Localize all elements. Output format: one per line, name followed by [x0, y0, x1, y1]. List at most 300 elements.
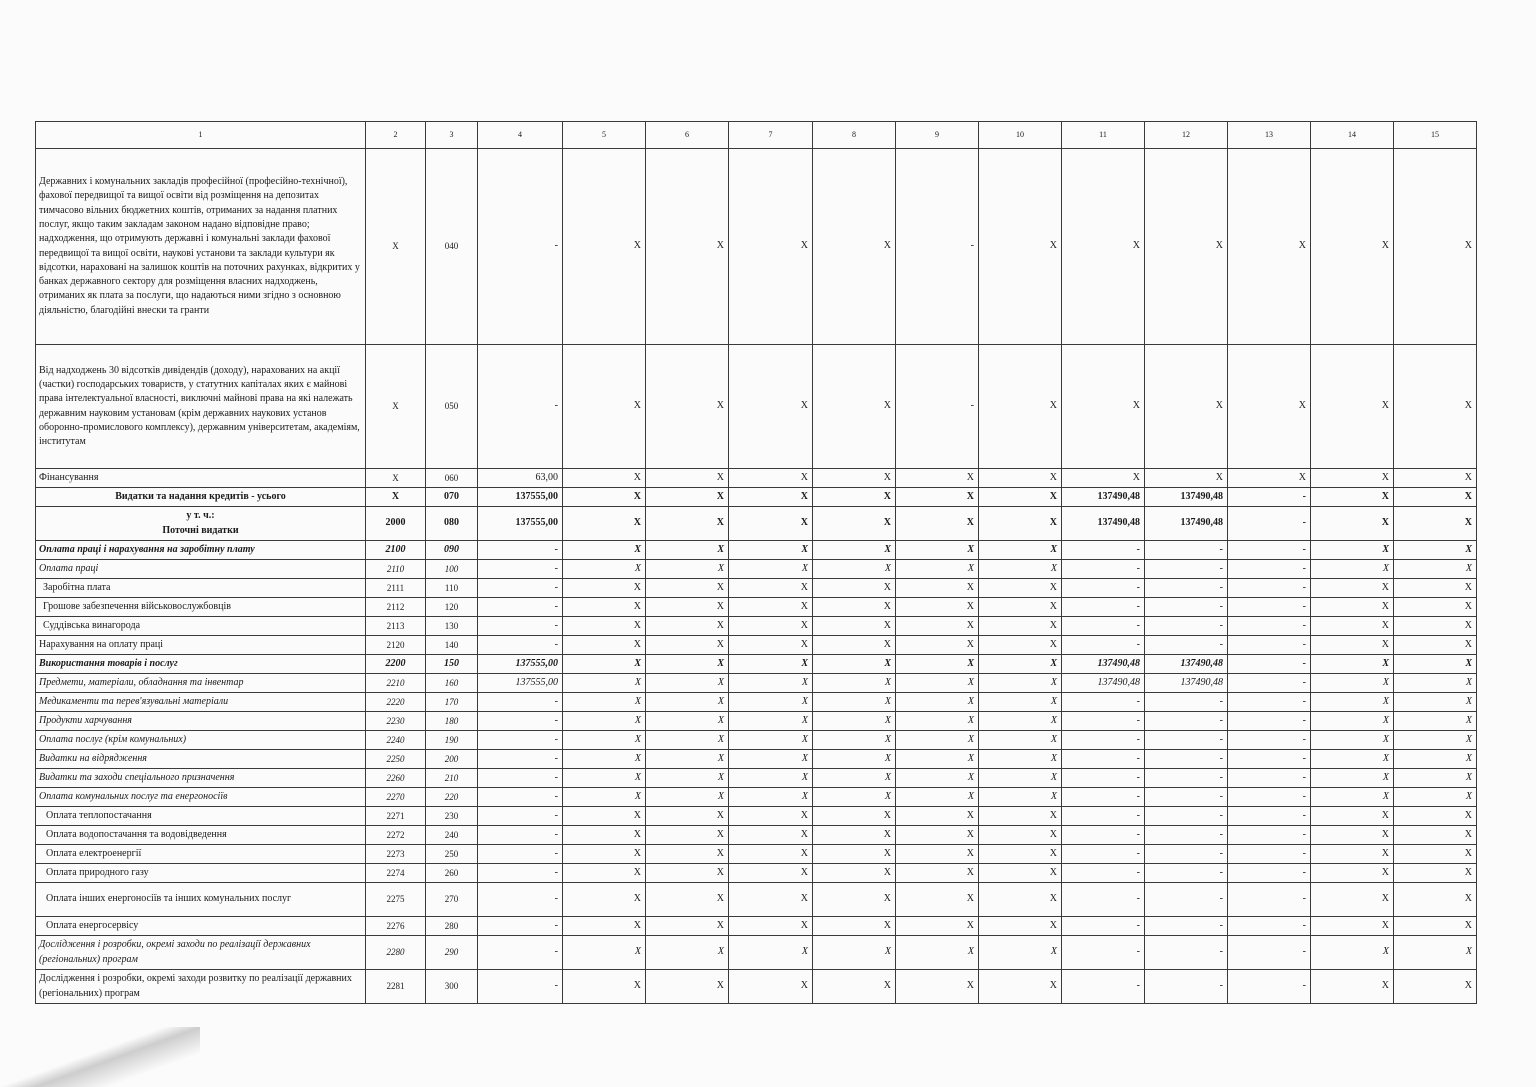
cell-col-12: - — [1145, 617, 1228, 636]
cell-col-7: X — [729, 826, 813, 845]
cell-col-13: - — [1228, 936, 1311, 970]
cell-col-9: X — [896, 750, 979, 769]
cell-col-15: X — [1394, 712, 1477, 731]
cell-col-8: X — [813, 788, 896, 807]
cell-col-5: X — [563, 617, 646, 636]
cell-col-4: - — [478, 845, 563, 864]
cell-col-4: - — [478, 560, 563, 579]
cell-col-7: X — [729, 345, 813, 469]
table-row — [36, 345, 1477, 469]
cell-col-9: X — [896, 507, 979, 541]
cell-col-15: X — [1394, 917, 1477, 936]
cell-col-11: - — [1062, 731, 1145, 750]
cell-col-15: X — [1394, 674, 1477, 693]
cell-col-8: X — [813, 636, 896, 655]
cell-col-10: X — [979, 674, 1062, 693]
cell-col-11: - — [1062, 598, 1145, 617]
cell-col-4: - — [478, 917, 563, 936]
cell-col-2: 2280 — [366, 936, 426, 970]
cell-col-4: - — [478, 636, 563, 655]
cell-col-10: X — [979, 750, 1062, 769]
cell-col-15: X — [1394, 488, 1477, 507]
cell-col-6: X — [646, 560, 729, 579]
cell-col-13: - — [1228, 731, 1311, 750]
cell-col-15: X — [1394, 469, 1477, 488]
column-header-11: 11 — [1062, 122, 1145, 149]
cell-col-15: X — [1394, 598, 1477, 617]
cell-col-14: X — [1311, 488, 1394, 507]
cell-col-5: X — [563, 826, 646, 845]
cell-col-3: 280 — [426, 917, 478, 936]
row-label: Заробітна плата — [36, 579, 366, 598]
cell-col-4: 137555,00 — [478, 655, 563, 674]
cell-col-11: - — [1062, 864, 1145, 883]
cell-col-11: 137490,48 — [1062, 655, 1145, 674]
cell-col-11: - — [1062, 636, 1145, 655]
cell-col-9: X — [896, 826, 979, 845]
cell-col-12: - — [1145, 560, 1228, 579]
cell-col-12: - — [1145, 917, 1228, 936]
cell-col-15: X — [1394, 541, 1477, 560]
row-label: Оплата послуг (крім комунальних) — [36, 731, 366, 750]
cell-col-7: X — [729, 560, 813, 579]
cell-col-6: X — [646, 864, 729, 883]
cell-col-7: X — [729, 655, 813, 674]
cell-col-5: X — [563, 149, 646, 345]
cell-col-5: X — [563, 693, 646, 712]
cell-col-4: - — [478, 826, 563, 845]
cell-col-11: - — [1062, 883, 1145, 917]
cell-col-9: X — [896, 655, 979, 674]
cell-col-2: 2275 — [366, 883, 426, 917]
budget-report-sheet — [35, 121, 1476, 1004]
cell-col-3: 260 — [426, 864, 478, 883]
cell-col-15: X — [1394, 750, 1477, 769]
row-label: Видатки та заходи спеціального призначення — [36, 769, 366, 788]
cell-col-3: 090 — [426, 541, 478, 560]
cell-col-7: X — [729, 579, 813, 598]
cell-col-6: X — [646, 788, 729, 807]
cell-col-9: X — [896, 936, 979, 970]
cell-col-6: X — [646, 712, 729, 731]
cell-col-6: X — [646, 917, 729, 936]
cell-col-6: X — [646, 769, 729, 788]
cell-col-5: X — [563, 936, 646, 970]
cell-col-14: X — [1311, 936, 1394, 970]
column-header-5: 5 — [563, 122, 646, 149]
cell-col-9: X — [896, 488, 979, 507]
cell-col-15: X — [1394, 731, 1477, 750]
cell-col-12: - — [1145, 750, 1228, 769]
row-label: Державних і комунальних закладів професійної (професійно-технічної), фахової передвищої та вищої освіти від розміщення на депозитах тимчасово вільних бюджетних коштів, отриманих за надання платних послуг, якщо таким закладам законом надано відповідне право; надходження, що отримують державні і комунальні заклади фахової передвищої та вищої освіти, наукові установи та заклади культури як відсотки, нараховані на залишок коштів на поточних рахунках, відкритих у банках державного сектору для розміщення власних надходжень, отриманих як плата за послуги, що надаються ними згідно з основною діяльністю, благодійні внески та гранти — [36, 149, 366, 345]
cell-col-14: X — [1311, 788, 1394, 807]
cell-col-9: X — [896, 917, 979, 936]
cell-col-2: 2000 — [366, 507, 426, 541]
cell-col-12: - — [1145, 845, 1228, 864]
cell-col-3: 270 — [426, 883, 478, 917]
cell-col-10: X — [979, 936, 1062, 970]
table-row — [36, 936, 1477, 970]
cell-col-8: X — [813, 807, 896, 826]
cell-col-6: X — [646, 693, 729, 712]
cell-col-11: - — [1062, 845, 1145, 864]
cell-col-13: - — [1228, 598, 1311, 617]
table-row — [36, 845, 1477, 864]
cell-col-2: 2100 — [366, 541, 426, 560]
cell-col-10: X — [979, 788, 1062, 807]
row-label: Суддівська винагорода — [36, 617, 366, 636]
cell-col-4: 63,00 — [478, 469, 563, 488]
cell-col-2: X — [366, 149, 426, 345]
cell-col-14: X — [1311, 541, 1394, 560]
cell-col-4: - — [478, 693, 563, 712]
table-row — [36, 693, 1477, 712]
row-label: Використання товарів і послуг — [36, 655, 366, 674]
cell-col-5: X — [563, 883, 646, 917]
cell-col-12: - — [1145, 541, 1228, 560]
cell-col-10: X — [979, 345, 1062, 469]
cell-col-6: X — [646, 970, 729, 1004]
cell-col-14: X — [1311, 693, 1394, 712]
cell-col-9: X — [896, 674, 979, 693]
table-row — [36, 560, 1477, 579]
table-row — [36, 731, 1477, 750]
cell-col-13: - — [1228, 617, 1311, 636]
cell-col-12: X — [1145, 469, 1228, 488]
cell-col-5: X — [563, 788, 646, 807]
cell-col-13: - — [1228, 636, 1311, 655]
cell-col-8: X — [813, 469, 896, 488]
cell-col-7: X — [729, 864, 813, 883]
cell-col-14: X — [1311, 826, 1394, 845]
cell-col-2: 2210 — [366, 674, 426, 693]
cell-col-8: X — [813, 655, 896, 674]
cell-col-3: 130 — [426, 617, 478, 636]
cell-col-11: X — [1062, 469, 1145, 488]
cell-col-6: X — [646, 845, 729, 864]
cell-col-5: X — [563, 598, 646, 617]
cell-col-5: X — [563, 560, 646, 579]
cell-col-6: X — [646, 149, 729, 345]
cell-col-14: X — [1311, 970, 1394, 1004]
cell-col-11: 137490,48 — [1062, 488, 1145, 507]
row-label: Продукти харчування — [36, 712, 366, 731]
cell-col-4: - — [478, 712, 563, 731]
cell-col-3: 180 — [426, 712, 478, 731]
cell-col-14: X — [1311, 655, 1394, 674]
cell-col-14: X — [1311, 883, 1394, 917]
cell-col-7: X — [729, 469, 813, 488]
cell-col-11: 137490,48 — [1062, 674, 1145, 693]
cell-col-12: - — [1145, 598, 1228, 617]
row-label: Оплата інших енергоносіїв та інших комунальних послуг — [36, 883, 366, 917]
row-label: Видатки на відрядження — [36, 750, 366, 769]
table-row — [36, 970, 1477, 1004]
row-label: Видатки та надання кредитів - усього — [36, 488, 366, 507]
table-row — [36, 826, 1477, 845]
cell-col-12: - — [1145, 807, 1228, 826]
cell-col-15: X — [1394, 826, 1477, 845]
cell-col-8: X — [813, 674, 896, 693]
cell-col-12: - — [1145, 826, 1228, 845]
cell-col-7: X — [729, 636, 813, 655]
cell-col-13: - — [1228, 712, 1311, 731]
cell-col-7: X — [729, 712, 813, 731]
cell-col-2: X — [366, 469, 426, 488]
cell-col-8: X — [813, 149, 896, 345]
cell-col-11: - — [1062, 807, 1145, 826]
column-header-8: 8 — [813, 122, 896, 149]
cell-col-2: 2240 — [366, 731, 426, 750]
cell-col-2: 2230 — [366, 712, 426, 731]
cell-col-5: X — [563, 917, 646, 936]
cell-col-4: - — [478, 970, 563, 1004]
cell-col-3: 140 — [426, 636, 478, 655]
cell-col-6: X — [646, 507, 729, 541]
cell-col-14: X — [1311, 149, 1394, 345]
cell-col-9: - — [896, 345, 979, 469]
cell-col-8: X — [813, 488, 896, 507]
cell-col-4: - — [478, 750, 563, 769]
cell-col-12: - — [1145, 970, 1228, 1004]
table-row — [36, 674, 1477, 693]
cell-col-14: X — [1311, 674, 1394, 693]
cell-col-13: - — [1228, 826, 1311, 845]
cell-col-10: X — [979, 864, 1062, 883]
cell-col-2: 2110 — [366, 560, 426, 579]
cell-col-11: - — [1062, 693, 1145, 712]
row-label: Оплата енергосервісу — [36, 917, 366, 936]
cell-col-10: X — [979, 826, 1062, 845]
cell-col-3: 250 — [426, 845, 478, 864]
cell-col-11: - — [1062, 712, 1145, 731]
cell-col-7: X — [729, 149, 813, 345]
cell-col-15: X — [1394, 636, 1477, 655]
cell-col-12: - — [1145, 731, 1228, 750]
cell-col-12: - — [1145, 769, 1228, 788]
cell-col-12: 137490,48 — [1145, 507, 1228, 541]
cell-col-12: - — [1145, 883, 1228, 917]
cell-col-10: X — [979, 731, 1062, 750]
cell-col-6: X — [646, 750, 729, 769]
column-header-2: 2 — [366, 122, 426, 149]
cell-col-3: 200 — [426, 750, 478, 769]
row-label: Дослідження і розробки, окремі заходи розвитку по реалізації державних (регіональних) програм — [36, 970, 366, 1004]
row-label: Від надходжень 30 відсотків дивідендів (доходу), нарахованих на акції (частки) господарських товариств, у статутних капіталах яких є майнові права інтелектуальної власності, виключні майнові права на які належать державним науковим установам (крім державних наукових установ оборонно-промислового комплексу), державним університетам, академіям, інститутам — [36, 345, 366, 469]
cell-col-14: X — [1311, 560, 1394, 579]
cell-col-15: X — [1394, 617, 1477, 636]
cell-col-15: X — [1394, 149, 1477, 345]
cell-col-9: X — [896, 883, 979, 917]
cell-col-6: X — [646, 936, 729, 970]
cell-col-15: X — [1394, 345, 1477, 469]
column-header-3: 3 — [426, 122, 478, 149]
cell-col-8: X — [813, 917, 896, 936]
cell-col-2: 2120 — [366, 636, 426, 655]
cell-col-15: X — [1394, 807, 1477, 826]
cell-col-11: - — [1062, 560, 1145, 579]
cell-col-11: X — [1062, 345, 1145, 469]
table-row — [36, 750, 1477, 769]
cell-col-8: X — [813, 693, 896, 712]
cell-col-13: - — [1228, 560, 1311, 579]
cell-col-9: - — [896, 149, 979, 345]
cell-col-10: X — [979, 149, 1062, 345]
cell-col-7: X — [729, 970, 813, 1004]
cell-col-12: - — [1145, 864, 1228, 883]
cell-col-7: X — [729, 807, 813, 826]
cell-col-5: X — [563, 345, 646, 469]
cell-col-11: - — [1062, 541, 1145, 560]
cell-col-12: X — [1145, 345, 1228, 469]
cell-col-6: X — [646, 731, 729, 750]
cell-col-7: X — [729, 598, 813, 617]
cell-col-7: X — [729, 507, 813, 541]
cell-col-4: 137555,00 — [478, 488, 563, 507]
row-label: у т. ч.: Поточні видатки — [36, 507, 366, 541]
cell-col-8: X — [813, 845, 896, 864]
cell-col-10: X — [979, 469, 1062, 488]
cell-col-11: - — [1062, 788, 1145, 807]
cell-col-9: X — [896, 598, 979, 617]
cell-col-9: X — [896, 560, 979, 579]
cell-col-9: X — [896, 845, 979, 864]
cell-col-6: X — [646, 488, 729, 507]
cell-col-10: X — [979, 769, 1062, 788]
cell-col-15: X — [1394, 864, 1477, 883]
cell-col-12: X — [1145, 149, 1228, 345]
cell-col-13: - — [1228, 579, 1311, 598]
cell-col-13: - — [1228, 883, 1311, 917]
cell-col-6: X — [646, 883, 729, 917]
table-row — [36, 655, 1477, 674]
cell-col-4: - — [478, 731, 563, 750]
cell-col-7: X — [729, 488, 813, 507]
cell-col-14: X — [1311, 731, 1394, 750]
cell-col-13: - — [1228, 788, 1311, 807]
table-row — [36, 507, 1477, 541]
cell-col-11: - — [1062, 579, 1145, 598]
cell-col-13: X — [1228, 149, 1311, 345]
cell-col-9: X — [896, 970, 979, 1004]
cell-col-4: 137555,00 — [478, 507, 563, 541]
cell-col-8: X — [813, 345, 896, 469]
cell-col-5: X — [563, 712, 646, 731]
cell-col-7: X — [729, 788, 813, 807]
cell-col-15: X — [1394, 788, 1477, 807]
cell-col-4: - — [478, 788, 563, 807]
cell-col-15: X — [1394, 579, 1477, 598]
cell-col-3: 290 — [426, 936, 478, 970]
cell-col-7: X — [729, 769, 813, 788]
cell-col-10: X — [979, 617, 1062, 636]
cell-col-5: X — [563, 655, 646, 674]
cell-col-5: X — [563, 636, 646, 655]
cell-col-3: 040 — [426, 149, 478, 345]
cell-col-11: - — [1062, 617, 1145, 636]
cell-col-13: X — [1228, 469, 1311, 488]
row-label: Грошове забезпечення військовослужбовців — [36, 598, 366, 617]
table-row — [36, 807, 1477, 826]
cell-col-4: - — [478, 579, 563, 598]
cell-col-7: X — [729, 845, 813, 864]
cell-col-9: X — [896, 712, 979, 731]
row-label: Оплата теплопостачання — [36, 807, 366, 826]
cell-col-3: 120 — [426, 598, 478, 617]
cell-col-12: - — [1145, 936, 1228, 970]
cell-col-8: X — [813, 560, 896, 579]
cell-col-6: X — [646, 541, 729, 560]
table-row — [36, 917, 1477, 936]
cell-col-5: X — [563, 507, 646, 541]
cell-col-2: 2274 — [366, 864, 426, 883]
cell-col-11: X — [1062, 149, 1145, 345]
cell-col-15: X — [1394, 970, 1477, 1004]
table-row — [36, 149, 1477, 345]
cell-col-11: - — [1062, 936, 1145, 970]
cell-col-2: 2276 — [366, 917, 426, 936]
cell-col-14: X — [1311, 750, 1394, 769]
cell-col-8: X — [813, 731, 896, 750]
cell-col-5: X — [563, 541, 646, 560]
cell-col-9: X — [896, 541, 979, 560]
cell-col-6: X — [646, 636, 729, 655]
cell-col-2: 2270 — [366, 788, 426, 807]
cell-col-12: - — [1145, 636, 1228, 655]
cell-col-13: - — [1228, 674, 1311, 693]
row-label: Дослідження і розробки, окремі заходи по реалізації державних (регіональних) програм — [36, 936, 366, 970]
cell-col-10: X — [979, 917, 1062, 936]
cell-col-11: - — [1062, 970, 1145, 1004]
cell-col-14: X — [1311, 345, 1394, 469]
cell-col-2: X — [366, 488, 426, 507]
cell-col-7: X — [729, 883, 813, 917]
row-label: Оплата комунальних послуг та енергоносіїв — [36, 788, 366, 807]
column-header-15: 15 — [1394, 122, 1477, 149]
cell-col-4: - — [478, 598, 563, 617]
cell-col-12: 137490,48 — [1145, 488, 1228, 507]
cell-col-6: X — [646, 345, 729, 469]
cell-col-4: - — [478, 345, 563, 469]
cell-col-13: - — [1228, 864, 1311, 883]
cell-col-12: - — [1145, 693, 1228, 712]
cell-col-4: - — [478, 541, 563, 560]
column-header-10: 10 — [979, 122, 1062, 149]
cell-col-10: X — [979, 507, 1062, 541]
cell-col-3: 150 — [426, 655, 478, 674]
row-label: Оплата праці — [36, 560, 366, 579]
cell-col-14: X — [1311, 636, 1394, 655]
column-header-7: 7 — [729, 122, 813, 149]
cell-col-14: X — [1311, 617, 1394, 636]
cell-col-7: X — [729, 693, 813, 712]
table-row — [36, 488, 1477, 507]
cell-col-3: 050 — [426, 345, 478, 469]
cell-col-7: X — [729, 731, 813, 750]
cell-col-13: - — [1228, 488, 1311, 507]
cell-col-13: - — [1228, 750, 1311, 769]
cell-col-7: X — [729, 936, 813, 970]
cell-col-2: 2273 — [366, 845, 426, 864]
cell-col-9: X — [896, 769, 979, 788]
cell-col-5: X — [563, 769, 646, 788]
cell-col-10: X — [979, 807, 1062, 826]
cell-col-10: X — [979, 579, 1062, 598]
cell-col-8: X — [813, 970, 896, 1004]
cell-col-9: X — [896, 864, 979, 883]
cell-col-11: - — [1062, 917, 1145, 936]
cell-col-3: 170 — [426, 693, 478, 712]
